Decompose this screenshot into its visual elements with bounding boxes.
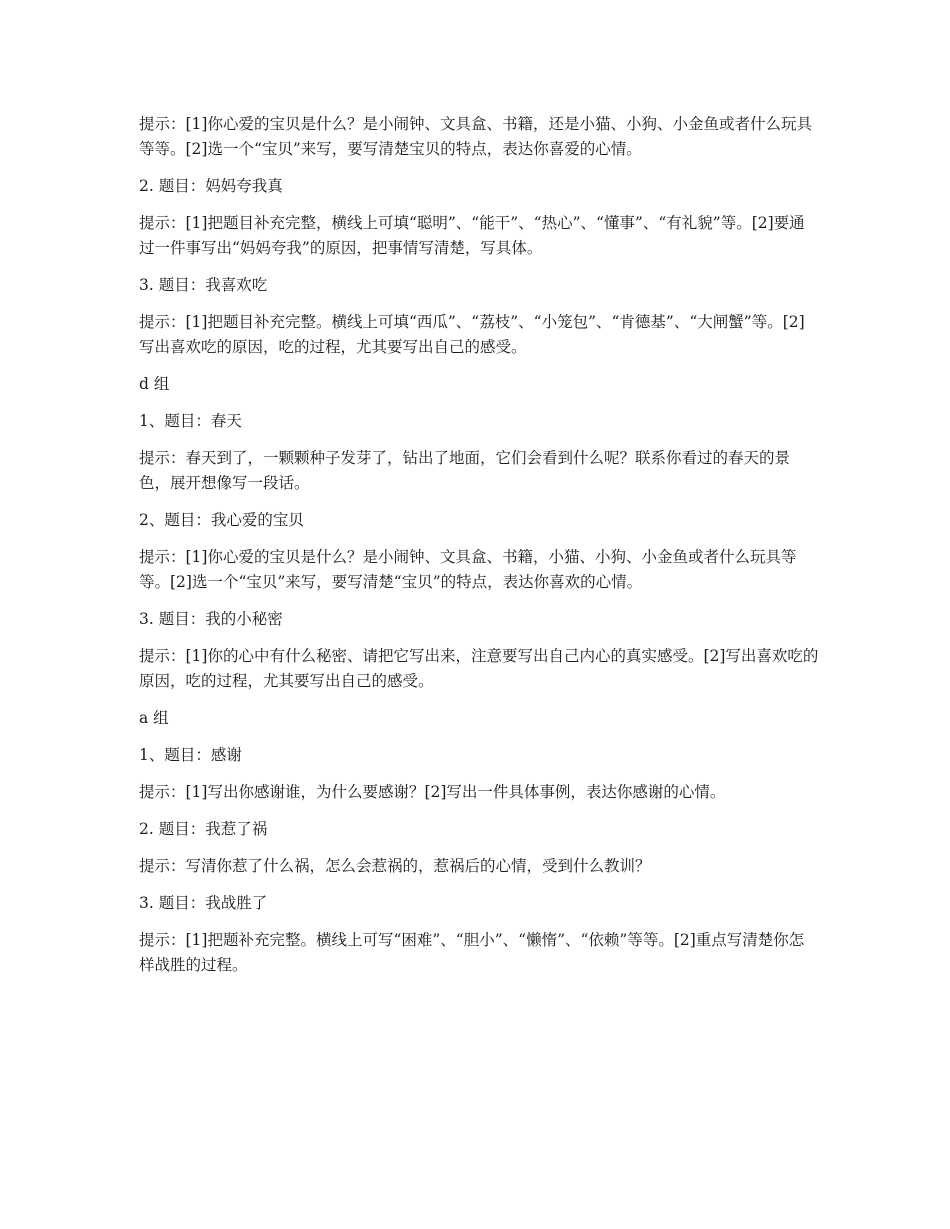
hint-paragraph: 提示：写清你惹了什么祸，怎么会惹祸的，惹祸后的心情，受到什么教训？: [139, 857, 651, 875]
hint-paragraph: 提示：[1]你心爱的宝贝是什么？是小闹钟、文具盒、书籍，还是小猫、小狗、小金鱼或者什么玩具等等。[2]选一个“宝贝”来写，要写清楚宝贝的特点，表达你喜爱的心情。: [139, 115, 812, 158]
hint-paragraph: 提示：春天到了，一颗颗种子发芽了，钻出了地面，它们会看到什么呢？联系你看过的春天的景色，展开想像写一段话。: [139, 449, 791, 492]
hint-paragraph: 提示：[1]把题补充完整。横线上可写“困难”、“胆小”、“懒惰”、“依赖”等等。[2]重点写清楚你怎样战胜的过程。: [139, 931, 805, 974]
topic-heading: 1、题目：感谢: [139, 746, 242, 764]
document-body: [139, 112, 819, 990]
topic-heading: 2、题目：我心爱的宝贝: [139, 511, 304, 529]
hint-paragraph: 提示：[1]你心爱的宝贝是什么？是小闹钟、文具盒、书籍，小猫、小狗、小金鱼或者什么玩具等等。[2]选一个“宝贝”来写，要写清楚“宝贝”的特点，表达你喜欢的心情。: [139, 548, 797, 591]
topic-heading: 2. 题目：我惹了祸: [139, 820, 268, 838]
hint-paragraph: 提示：[1]写出你感谢谁，为什么要感谢？[2]写出一件具体事例，表达你感谢的心情。: [139, 783, 726, 801]
group-heading-d: d 组: [139, 375, 170, 393]
topic-heading: 2. 题目：妈妈夸我真: [139, 177, 283, 195]
hint-paragraph: 提示：[1]把题目补充完整，横线上可填“聪明”、“能干”、“热心”、“懂事”、“有礼貌”等。[2]要通过一件事写出“妈妈夸我”的原因，把事情写清楚，写具体。: [139, 214, 805, 257]
topic-heading: 3. 题目：我的小秘密: [139, 610, 283, 628]
topic-heading: 3. 题目：我喜欢吃: [139, 276, 268, 294]
topic-heading: 1、题目：春天: [139, 412, 242, 430]
hint-paragraph: 提示：[1]你的心中有什么秘密、请把它写出来，注意要写出自己内心的真实感受。[2]写出喜欢吃的原因，吃的过程，尤其要写出自己的感受。: [139, 647, 819, 690]
group-heading-a: a 组: [139, 709, 169, 727]
topic-heading: 3. 题目：我战胜了: [139, 894, 268, 912]
hint-paragraph: 提示：[1]把题目补充完整。横线上可填“西瓜”、“荔枝”、“小笼包”、“肯德基”、“大闸蟹”等。[2]写出喜欢吃的原因，吃的过程，尤其要写出自己的感受。: [139, 313, 805, 356]
